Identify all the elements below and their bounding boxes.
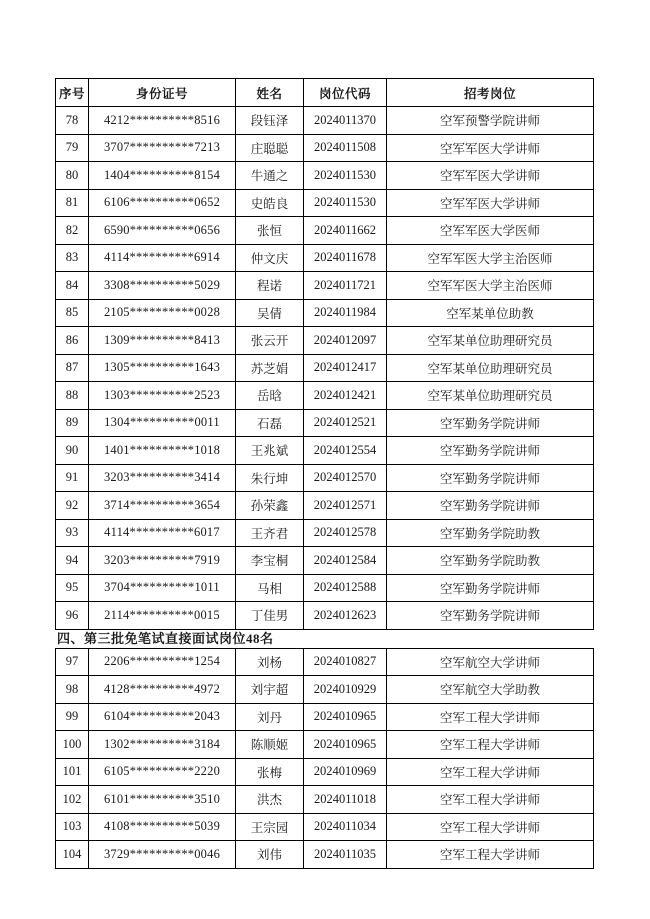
table-row (56, 813, 594, 841)
seq-cell: 95 (56, 574, 89, 602)
col-header-name: 姓名 (236, 79, 304, 107)
job-title-cell: 空军勤务学院讲师 (387, 437, 594, 465)
name-cell: 张梅 (236, 758, 304, 786)
name-cell: 吴倩 (236, 299, 304, 327)
job-code-cell: 2024011034 (304, 813, 387, 841)
table-row (56, 676, 594, 704)
name-cell: 李宝桐 (236, 547, 304, 575)
section4-heading: 四、第三批免笔试直接面试岗位48名 (57, 630, 274, 646)
id-number-cell: 2114**********0015 (89, 602, 236, 630)
name-cell: 张恒 (236, 217, 304, 245)
job-title-cell: 空军勤务学院助教 (387, 519, 594, 547)
seq-cell: 83 (56, 244, 89, 272)
id-number-cell: 1302**********3184 (89, 731, 236, 759)
table-row (56, 547, 594, 575)
name-cell: 仲文庆 (236, 244, 304, 272)
seq-cell: 88 (56, 382, 89, 410)
name-cell: 岳晗 (236, 382, 304, 410)
job-title-cell: 空军某单位助教 (387, 299, 594, 327)
table-header-row (56, 79, 594, 107)
seq-cell: 93 (56, 519, 89, 547)
job-title-cell: 空军勤务学院讲师 (387, 492, 594, 520)
seq-cell: 78 (56, 107, 89, 135)
seq-cell: 86 (56, 327, 89, 355)
seq-cell: 79 (56, 134, 89, 162)
job-title-cell: 空军军医大学主治医师 (387, 272, 594, 300)
job-code-cell: 2024010929 (304, 676, 387, 704)
id-number-cell: 3704**********1011 (89, 574, 236, 602)
table-row (56, 464, 594, 492)
name-cell: 朱行坤 (236, 464, 304, 492)
seq-cell: 96 (56, 602, 89, 630)
table-row (56, 354, 594, 382)
id-number-cell: 4212**********8516 (89, 107, 236, 135)
table-row (56, 786, 594, 814)
name-cell: 牛通之 (236, 162, 304, 190)
table-row (56, 437, 594, 465)
name-cell: 孙荣鑫 (236, 492, 304, 520)
id-number-cell: 3203**********7919 (89, 547, 236, 575)
job-title-cell: 空军勤务学院讲师 (387, 409, 594, 437)
name-cell: 王兆斌 (236, 437, 304, 465)
id-number-cell: 4108**********5039 (89, 813, 236, 841)
id-number-cell: 1401**********1018 (89, 437, 236, 465)
job-code-cell: 2024012097 (304, 327, 387, 355)
id-number-cell: 1305**********1643 (89, 354, 236, 382)
job-code-cell: 2024012421 (304, 382, 387, 410)
id-number-cell: 1304**********0011 (89, 409, 236, 437)
job-title-cell: 空军军医大学主治医师 (387, 244, 594, 272)
job-title-cell: 空军军医大学讲师 (387, 162, 594, 190)
id-number-cell: 3707**********7213 (89, 134, 236, 162)
job-title-cell: 空军工程大学讲师 (387, 786, 594, 814)
job-title-cell: 空军军医大学讲师 (387, 134, 594, 162)
seq-cell: 99 (56, 703, 89, 731)
job-title-cell: 空军航空大学助教 (387, 676, 594, 704)
table-row (56, 299, 594, 327)
job-code-cell: 2024012521 (304, 409, 387, 437)
table-row (56, 327, 594, 355)
job-code-cell: 2024011721 (304, 272, 387, 300)
name-cell: 程诺 (236, 272, 304, 300)
table-row (56, 602, 594, 630)
job-title-cell: 空军勤务学院讲师 (387, 464, 594, 492)
seq-cell: 94 (56, 547, 89, 575)
seq-cell: 81 (56, 189, 89, 217)
seq-cell: 97 (56, 648, 89, 676)
job-title-cell: 空军军医大学讲师 (387, 189, 594, 217)
name-cell: 陈顺姬 (236, 731, 304, 759)
job-title-cell: 空军工程大学讲师 (387, 703, 594, 731)
table-row (56, 162, 594, 190)
id-number-cell: 2206**********1254 (89, 648, 236, 676)
job-code-cell: 2024011508 (304, 134, 387, 162)
id-number-cell: 4128**********4972 (89, 676, 236, 704)
job-title-cell: 空军工程大学讲师 (387, 731, 594, 759)
job-code-cell: 2024012623 (304, 602, 387, 630)
job-code-cell: 2024012570 (304, 464, 387, 492)
job-code-cell: 2024011530 (304, 189, 387, 217)
roster-table-section3 (55, 78, 594, 630)
table-row (56, 648, 594, 676)
col-header-seq: 序号 (56, 79, 89, 107)
document-content (55, 78, 593, 869)
table-row (56, 731, 594, 759)
job-code-cell: 2024010965 (304, 731, 387, 759)
name-cell: 王宗园 (236, 813, 304, 841)
seq-cell: 92 (56, 492, 89, 520)
table-row (56, 409, 594, 437)
name-cell: 段钰泽 (236, 107, 304, 135)
seq-cell: 84 (56, 272, 89, 300)
job-code-cell: 2024012578 (304, 519, 387, 547)
seq-cell: 101 (56, 758, 89, 786)
name-cell: 刘杨 (236, 648, 304, 676)
id-number-cell: 2105**********0028 (89, 299, 236, 327)
job-code-cell: 2024011530 (304, 162, 387, 190)
table-row (56, 134, 594, 162)
name-cell: 张云开 (236, 327, 304, 355)
seq-cell: 102 (56, 786, 89, 814)
id-number-cell: 6590**********0656 (89, 217, 236, 245)
name-cell: 苏芝娟 (236, 354, 304, 382)
name-cell: 庄聪聪 (236, 134, 304, 162)
id-number-cell: 4114**********6914 (89, 244, 236, 272)
job-code-cell: 2024011984 (304, 299, 387, 327)
seq-cell: 85 (56, 299, 89, 327)
job-title-cell: 空军军医大学医师 (387, 217, 594, 245)
id-number-cell: 1303**********2523 (89, 382, 236, 410)
table-row (56, 244, 594, 272)
job-code-cell: 2024010969 (304, 758, 387, 786)
seq-cell: 91 (56, 464, 89, 492)
seq-cell: 100 (56, 731, 89, 759)
id-number-cell: 6101**********3510 (89, 786, 236, 814)
name-cell: 丁佳男 (236, 602, 304, 630)
job-title-cell: 空军某单位助理研究员 (387, 354, 594, 382)
job-title-cell: 空军工程大学讲师 (387, 841, 594, 869)
seq-cell: 82 (56, 217, 89, 245)
id-number-cell: 3714**********3654 (89, 492, 236, 520)
job-title-cell: 空军勤务学院讲师 (387, 574, 594, 602)
job-code-cell: 2024011370 (304, 107, 387, 135)
seq-cell: 104 (56, 841, 89, 869)
name-cell: 史皓良 (236, 189, 304, 217)
table-row (56, 272, 594, 300)
table-row (56, 492, 594, 520)
seq-cell: 87 (56, 354, 89, 382)
table-row (56, 519, 594, 547)
job-title-cell: 空军工程大学讲师 (387, 813, 594, 841)
job-code-cell: 2024012554 (304, 437, 387, 465)
id-number-cell: 1404**********8154 (89, 162, 236, 190)
seq-cell: 80 (56, 162, 89, 190)
seq-cell: 103 (56, 813, 89, 841)
id-number-cell: 3308**********5029 (89, 272, 236, 300)
name-cell: 刘伟 (236, 841, 304, 869)
name-cell: 王齐君 (236, 519, 304, 547)
name-cell: 刘宇超 (236, 676, 304, 704)
table-row (56, 217, 594, 245)
job-title-cell: 空军工程大学讲师 (387, 758, 594, 786)
col-header-code: 岗位代码 (304, 79, 387, 107)
job-code-cell: 2024012417 (304, 354, 387, 382)
seq-cell: 98 (56, 676, 89, 704)
job-code-cell: 2024011662 (304, 217, 387, 245)
table-row (56, 703, 594, 731)
job-title-cell: 空军某单位助理研究员 (387, 382, 594, 410)
job-code-cell: 2024011678 (304, 244, 387, 272)
table-row (56, 841, 594, 869)
col-header-position: 招考岗位 (387, 79, 594, 107)
seq-cell: 89 (56, 409, 89, 437)
job-code-cell: 2024012571 (304, 492, 387, 520)
col-header-id: 身份证号 (89, 79, 236, 107)
roster-table-section4 (55, 648, 594, 869)
table-row (56, 574, 594, 602)
job-code-cell: 2024012584 (304, 547, 387, 575)
job-code-cell: 2024012588 (304, 574, 387, 602)
table-row (56, 189, 594, 217)
name-cell: 马相 (236, 574, 304, 602)
id-number-cell: 3203**********3414 (89, 464, 236, 492)
table-row (56, 758, 594, 786)
job-title-cell: 空军航空大学讲师 (387, 648, 594, 676)
name-cell: 洪杰 (236, 786, 304, 814)
job-code-cell: 2024011035 (304, 841, 387, 869)
id-number-cell: 3729**********0046 (89, 841, 236, 869)
name-cell: 石磊 (236, 409, 304, 437)
job-code-cell: 2024010965 (304, 703, 387, 731)
id-number-cell: 6106**********0652 (89, 189, 236, 217)
id-number-cell: 1309**********8413 (89, 327, 236, 355)
job-title-cell: 空军预警学院讲师 (387, 107, 594, 135)
table-row (56, 382, 594, 410)
id-number-cell: 6104**********2043 (89, 703, 236, 731)
seq-cell: 90 (56, 437, 89, 465)
job-title-cell: 空军勤务学院讲师 (387, 602, 594, 630)
id-number-cell: 4114**********6017 (89, 519, 236, 547)
job-code-cell: 2024010827 (304, 648, 387, 676)
job-title-cell: 空军某单位助理研究员 (387, 327, 594, 355)
id-number-cell: 6105**********2220 (89, 758, 236, 786)
job-title-cell: 空军勤务学院助教 (387, 547, 594, 575)
job-code-cell: 2024011018 (304, 786, 387, 814)
name-cell: 刘丹 (236, 703, 304, 731)
table-row (56, 107, 594, 135)
